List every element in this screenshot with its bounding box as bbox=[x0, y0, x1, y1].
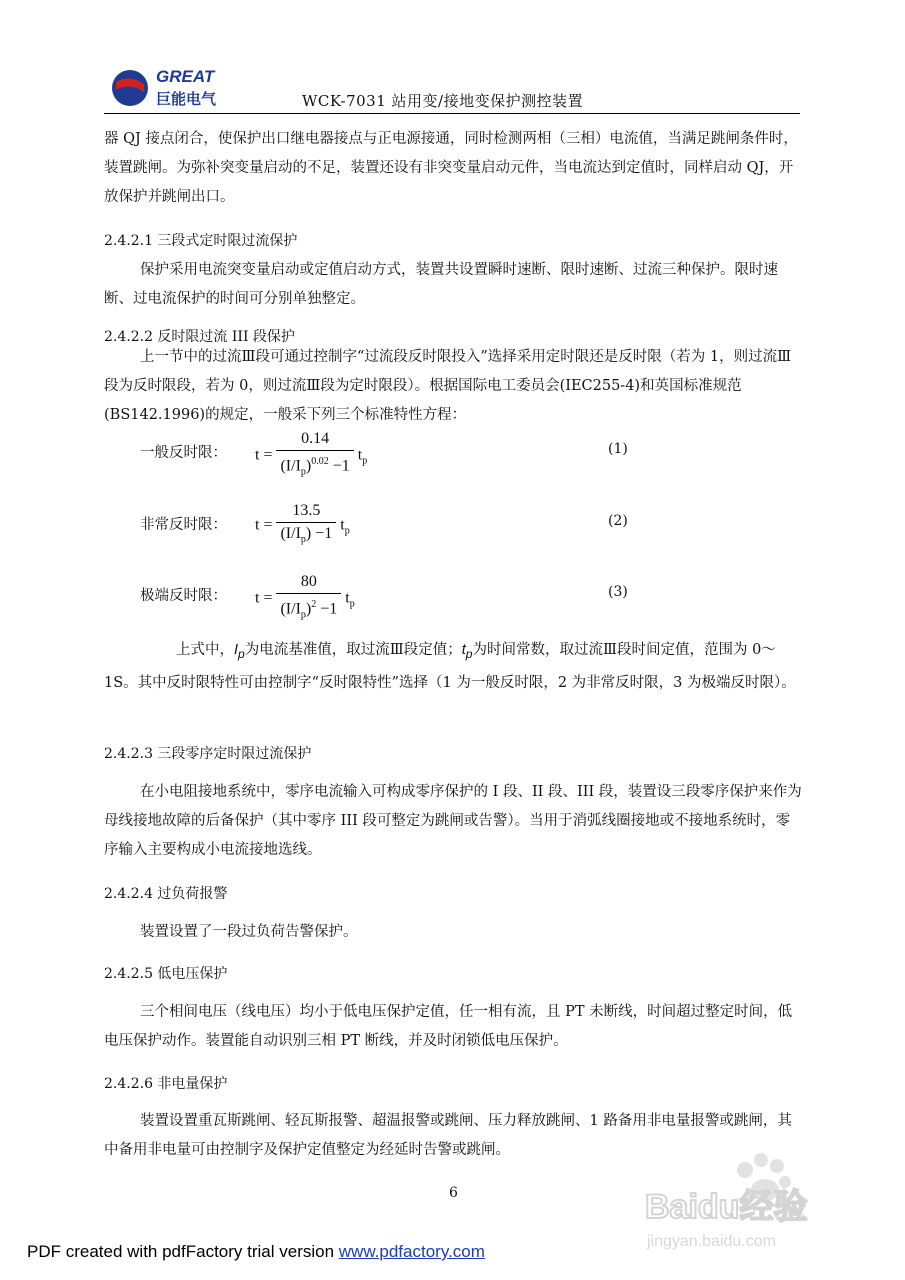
section-2-4-2-2-text: 上一节中的过流Ⅲ段可通过控制字“过流段反时限投入”选择采用定时限还是反时限（若为 1，则过流Ⅲ段为反时限段，若为 0，则过流Ⅲ段为定时限段）。根据国际电工委员会(IEC255-4)和英国标准规范(BS142.1996)的规定，一般采下列三个标准特性方程： bbox=[104, 349, 792, 423]
pdf-footer bbox=[27, 1242, 485, 1262]
formula-2-label: 非常反时限： bbox=[140, 517, 227, 533]
section-2-4-2-3-heading: 2.4.2.3 三段零序定时限过流保护 bbox=[104, 746, 312, 762]
pdfactory-link[interactable]: www.pdfactory.com bbox=[338, 1242, 485, 1261]
baidu-watermark bbox=[625, 1140, 875, 1260]
great-company-logo bbox=[108, 62, 236, 112]
watermark-brand: Baidu经验 bbox=[645, 1188, 808, 1226]
section-2-4-2-1-heading: 2.4.2.1 三段式定时限过流保护 bbox=[104, 233, 298, 249]
formula-1-label: 一般反时限： bbox=[140, 445, 227, 461]
logo-chinese-text: 巨能电气 bbox=[156, 90, 217, 108]
section-2-4-2-4-text: 装置设置了一段过负荷告警保护。 bbox=[140, 924, 358, 940]
formula-2-number: (2) bbox=[608, 513, 628, 529]
section-2-4-2-6-text: 装置设置重瓦斯跳闸、轻瓦斯报警、超温报警或跳闸、压力释放跳闸、1 路备用非电量报警或跳闸，其中备用非电量可由控制字及保护定值整定为经延时告警或跳闸。 bbox=[104, 1113, 792, 1158]
formula-2: t = $\frac{13.5}{(I/I_p) -1}$ $t_p$ bbox=[255, 502, 350, 546]
section-2-4-2-5-heading: 2.4.2.5 低电压保护 bbox=[104, 966, 228, 982]
section-2-4-2-6-heading: 2.4.2.6 非电量保护 bbox=[104, 1076, 228, 1092]
formula-3: t = $\frac{80}{(I/I_p)^2 -1}$ $t_p$ bbox=[255, 573, 355, 621]
watermark-url: jingyan.baidu.com bbox=[647, 1233, 776, 1250]
logo-latin-text: GREAT bbox=[156, 67, 215, 86]
formula-explanation: 上式中，$I_p$为电流基准值，取过流Ⅲ段定值；$t_p$为时间常数，取过流Ⅲ段时间定值，范围为 0～1S。其中反时限特性可由控制字“反时限特性”选择（1 为一般反时限，2 为非常反时限，3 为极端反时限）。 bbox=[104, 642, 796, 691]
intro-paragraph: 器 QJ 接点闭合，使保护出口继电器接点与正电源接通，同时检测两相（三相）电流值，当满足跳闸条件时，装置跳闸。为弥补突变量启动的不足，装置还设有非突变量启动元件，当电流达到定值时，同样启动 QJ，开放保护并跳闸出口。 bbox=[104, 131, 798, 205]
section-2-4-2-3-text: 在小电阻接地系统中，零序电流输入可构成零序保护的 I 段、II 段、III 段，装置设三段零序保护来作为母线接地故障的后备保护（其中零序 III 段可整定为跳闸或告警）。当用于消弧线圈接地或不接地系统时，零序输入主要构成小电流接地选线。 bbox=[104, 784, 802, 858]
formula-3-number: (3) bbox=[608, 584, 628, 600]
section-2-4-2-5-text: 三个相间电压（线电压）均小于低电压保护定值，任一相有流，且 PT 未断线，时间超过整定时间，低电压保护动作。装置能自动识别三相 PT 断线，并及时闭锁低电压保护。 bbox=[104, 1004, 793, 1049]
document-title: WCK-7031 站用变/接地变保护测控装置 bbox=[302, 92, 584, 110]
page-number: 6 bbox=[449, 1185, 458, 1201]
section-2-4-2-2-heading: 2.4.2.2 反时限过流 III 段保护 bbox=[104, 329, 295, 345]
formula-1: t = $\frac{0.14}{(I/I_p)^{0.02} -1}$ $t_p$ bbox=[255, 430, 368, 478]
formula-1-number: (1) bbox=[608, 441, 628, 457]
section-2-4-2-4-heading: 2.4.2.4 过负荷报警 bbox=[104, 886, 228, 902]
formula-3-label: 极端反时限： bbox=[140, 588, 227, 604]
section-2-4-2-1-text: 保护采用电流突变量启动或定值启动方式，装置共设置瞬时速断、限时速断、过流三种保护。限时速断、过电流保护的时间可分别单独整定。 bbox=[104, 262, 778, 307]
header-divider bbox=[104, 113, 800, 114]
footer-text: PDF created with pdfFactory trial version bbox=[27, 1242, 339, 1261]
